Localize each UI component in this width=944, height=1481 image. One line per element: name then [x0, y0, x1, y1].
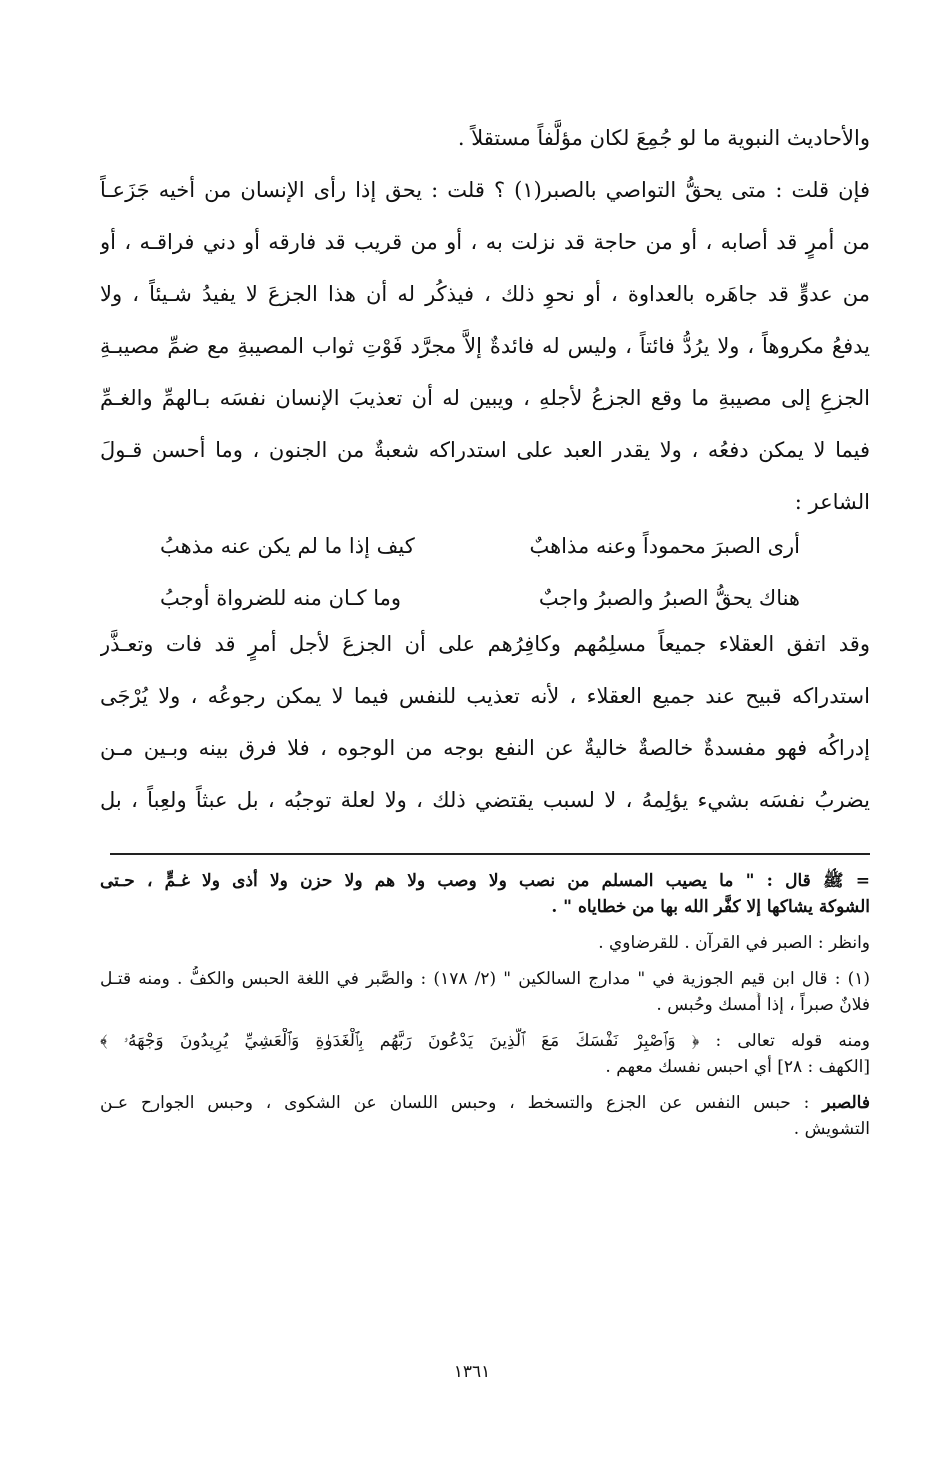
- poem-hemistich: أرى الصبرَ محموداً وعنه مذاهبٌ: [529, 534, 800, 558]
- footnote-line: = ﷺ قال : " ما يصيب المسلم من نصب ولا وصب ولا هم ولا حزن ولا أذى ولا غـمٍّ ، حـتى: [100, 871, 870, 891]
- text-line: الشاعر :: [794, 490, 870, 514]
- text-line: فيما لا يمكن دفعُه ، ولا يقدر العبد على استدراكه شعبةٌ من الجنون ، وما أحسن قـولَ: [100, 438, 870, 462]
- poem-verse: [160, 520, 800, 572]
- footnote-quran-line: ومنه قوله تعالى : ﴿ وَٱصْبِرْ نَفْسَكَ مَعَ ٱلَّذِينَ يَدْعُونَ رَبَّهُم بِٱلْغَدَوٰةِ وَٱلْعَشِيِّ يُرِيدُونَ وَجْهَهُۥ ﴾: [100, 1031, 870, 1051]
- footnote-line: [100, 1090, 870, 1116]
- footnote-line: الشوكة يشاكها إلا كفَّر الله بها من خطاياه " .: [551, 897, 870, 917]
- page-number: ١٣٦١: [453, 1362, 491, 1382]
- footnote-line: التشويش .: [793, 1119, 870, 1139]
- footnote-line: فلانٌ صبراً ، إذا أُمسك وحُبس .: [656, 995, 870, 1015]
- main-text: [100, 112, 870, 528]
- poem-hemistich: وما كـان منه للضرواة أوجبُ: [160, 586, 402, 610]
- bold-term: فالصبر: [822, 1093, 870, 1113]
- footnote-line: (١) : قال ابن قيم الجوزية في " مدارج السالكين " (٢/ ١٧٨) : والصَّبر في اللغة الحبس والكفُّ . ومنه قتـل: [100, 969, 870, 989]
- text-line: وقد اتفق العقلاء جميعاً مسلِمُهم وكافِرُهم على أن الجزعَ لأجل أمرٍ قد فات وتعـذَّر: [100, 632, 870, 656]
- text-line: من عدوٍّ قد جاهَره بالعداوة ، أو نحوِ ذلك ، فيذكُر له أن هذا الجزعَ لا يفيدُ شـيئاً ، ولا: [100, 282, 870, 306]
- footnote-divider: [110, 853, 870, 855]
- footnotes: [100, 868, 870, 1142]
- footnote-text: : حبس النفس عن الجزع والتسخط ، وحبس اللسان عن الشكوى ، وحبس الجوارح عـن: [100, 1093, 823, 1113]
- poem-hemistich: كيف إذا ما لم يكن عنه مذهبُ: [160, 534, 415, 558]
- footnote-line: [الكهف : ٢٨] أي احبس نفسك معهم .: [605, 1057, 870, 1077]
- poem-verse: [160, 572, 800, 624]
- text-line: يضربُ نفسَه بشيء يؤلِمهُ ، لا لسبب يقتضي ذلك ، ولا لعلة توجبُه ، بل عبثاً ولعِباً ، بل: [100, 788, 870, 812]
- text-line: إدراكُه فهو مفسدةٌ خالصةٌ خاليةٌ عن النفع بوجه من الوجوه ، فلا فرق بينه وبـين مـن: [100, 736, 870, 760]
- main-text-continued: [100, 618, 870, 826]
- text-line: استدراكه قبيح عند جميع العقلاء ، لأنه تعذيب للنفس فيما لا يمكن رجوعُه ، ولا يُرْجَى: [100, 684, 870, 708]
- poem-hemistich: هناك يحقُّ الصبرُ والصبرُ واجبٌ: [538, 586, 800, 610]
- text-line: الجزعِ إلى مصيبةِ ما وقع الجزعُ لأجلهِ ، ويبين له أن تعذيبَ الإنسان نفسَه بـالهمِّ والغـمِّ: [100, 386, 870, 410]
- text-line: يدفعُ مكروهاً ، ولا يرُدُّ فائتاً ، وليس له فائدةٌ إلاَّ مجرَّد فَوْتِ ثواب المصيبةِ مع ضمِّ مصيبـةِ: [100, 334, 870, 358]
- text-line: والأحاديث النبوية ما لو جُمِعَ لكان مؤلَّفاً مستقلاً .: [457, 126, 870, 150]
- text-line: فإن قلت : متى يحقُّ التواصي بالصبر(١) ؟ قلت : يحق إذا رأى الإنسان من أخيه جَزَعـاً: [100, 178, 870, 202]
- poem: [160, 520, 800, 624]
- footnote-line: وانظر : الصبر في القرآن . للقرضاوي .: [598, 933, 870, 953]
- text-line: من أمرٍ قد أصابه ، أو من حاجة قد نزلت به ، أو من قريب قد فارقه أو دني فراقـه ، أو: [100, 230, 870, 254]
